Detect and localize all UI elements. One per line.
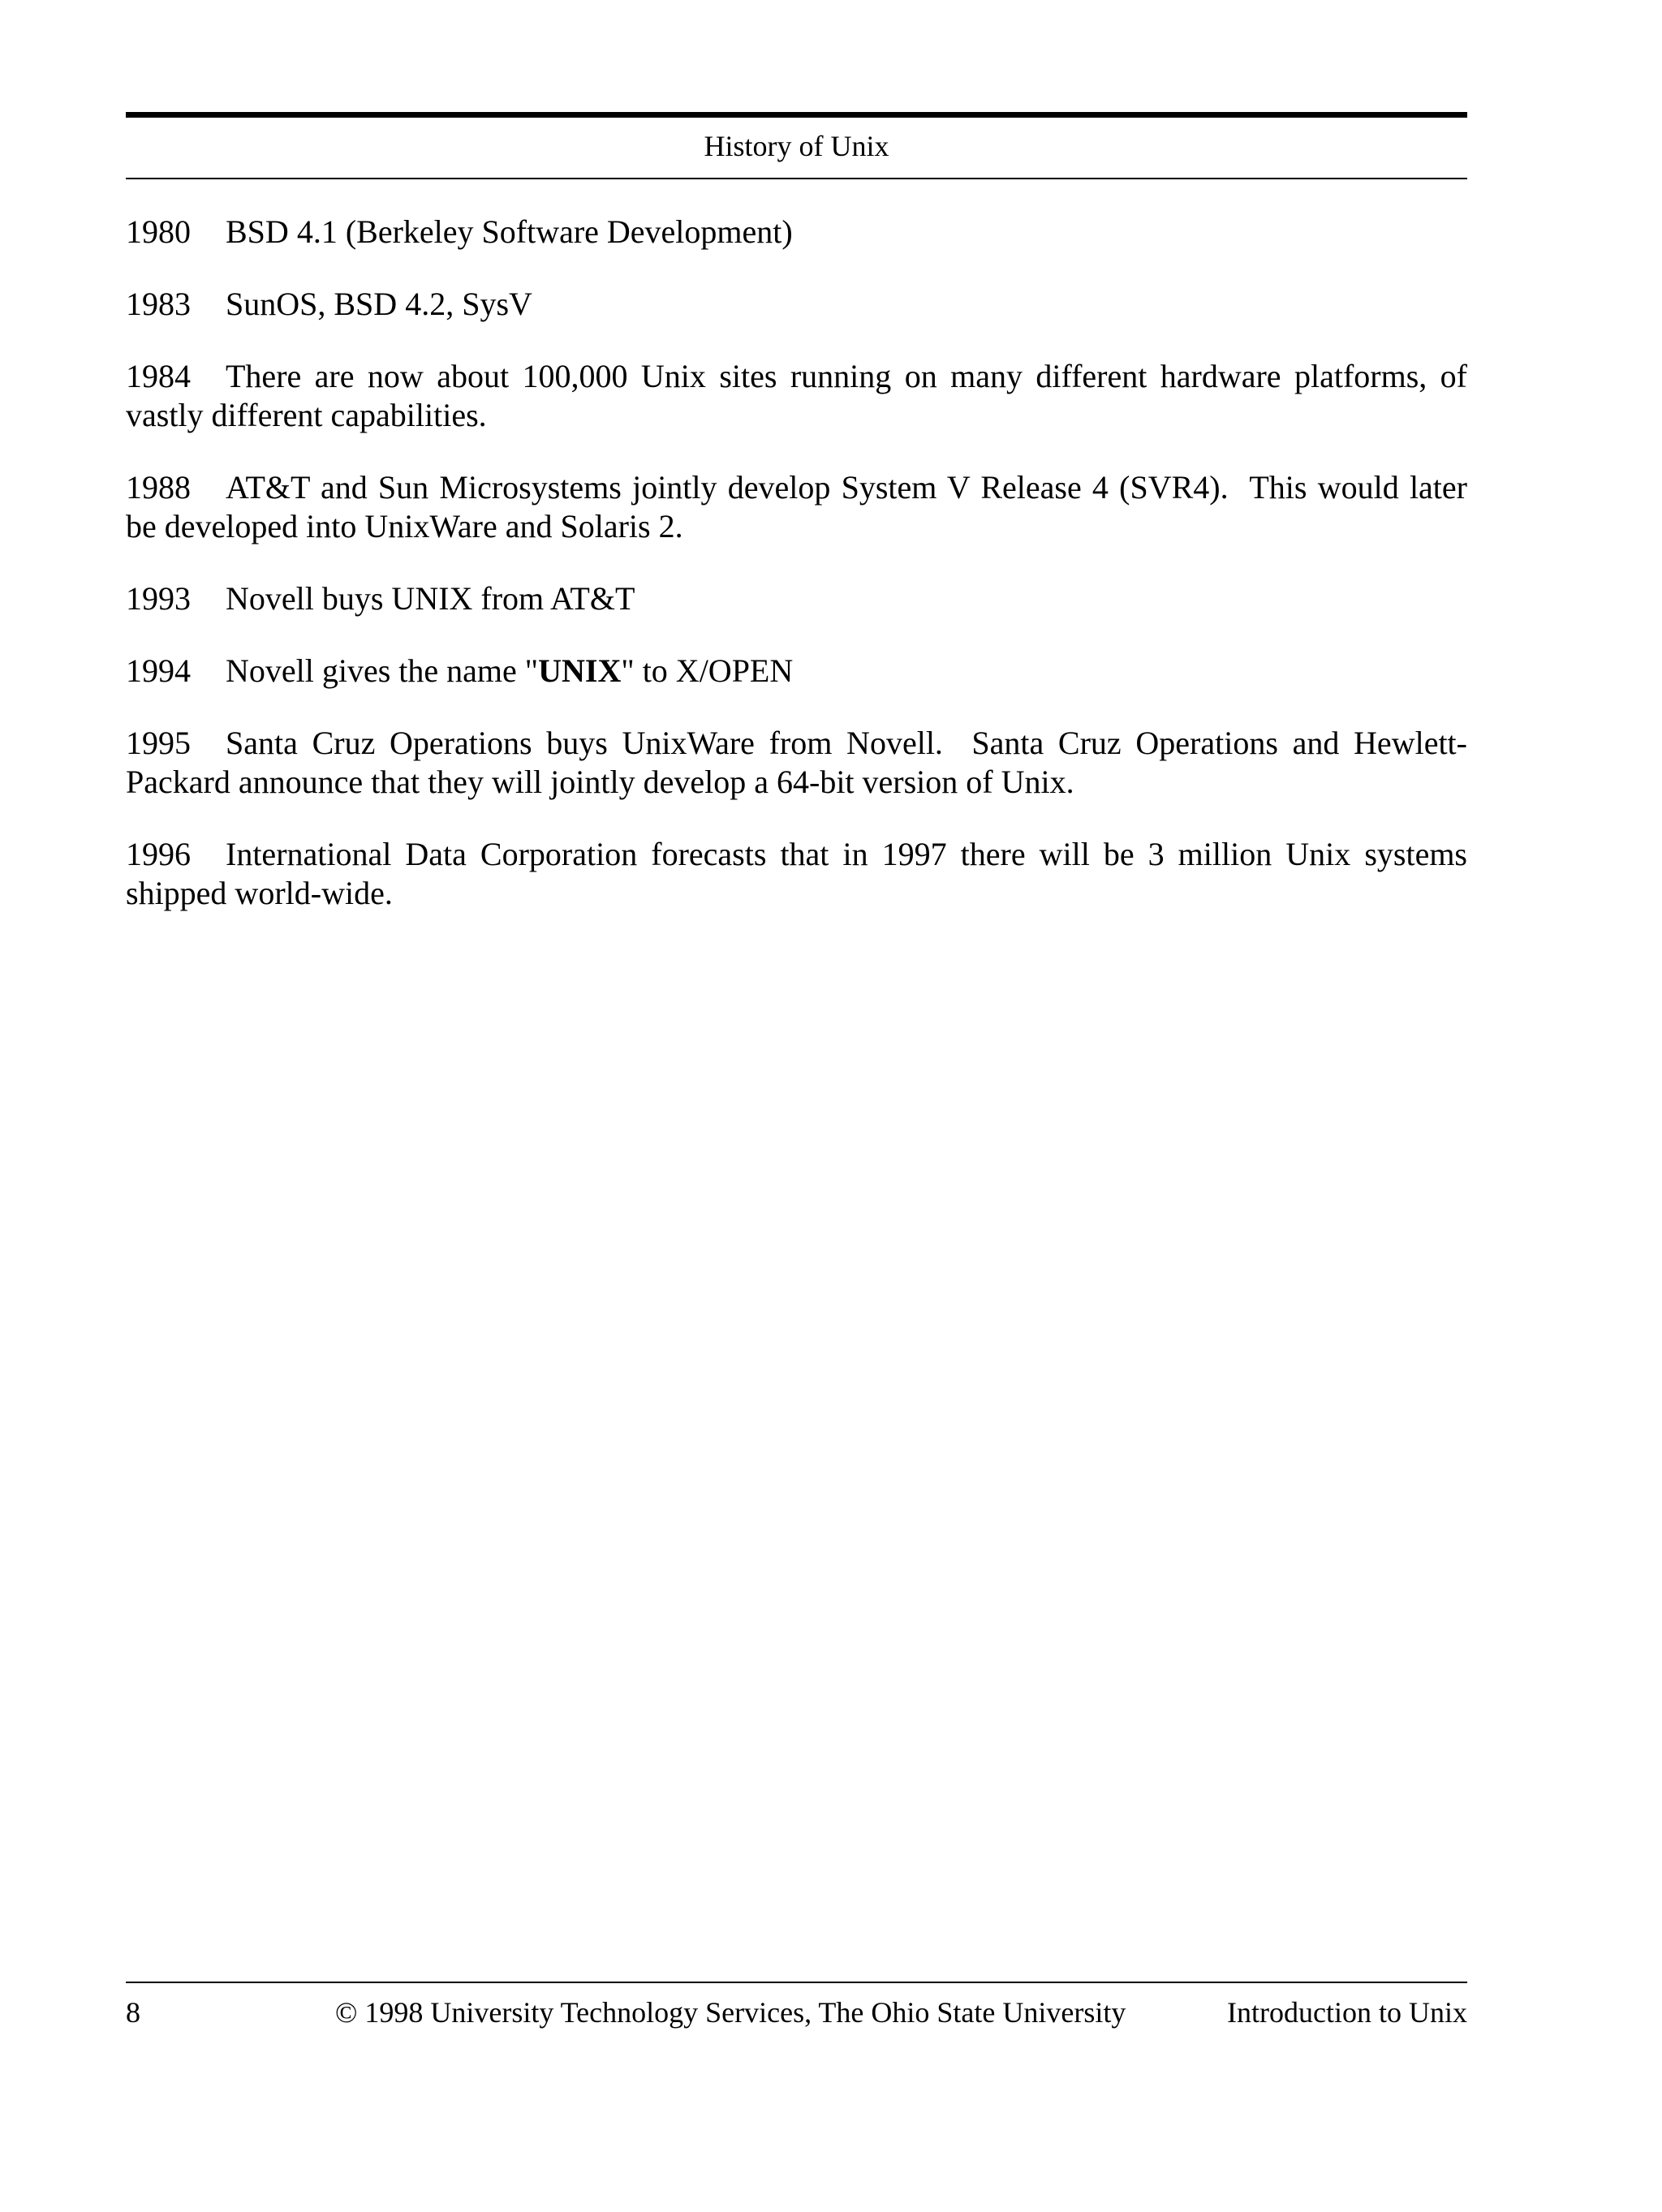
- entry-text: AT&T and Sun Microsystems jointly develop System V Release 4 (SVR4). This would later be developed into UnixWare and Solaris 2.: [126, 469, 1475, 544]
- header-rule-thin: [126, 178, 1467, 179]
- entry-text: International Data Corporation forecasts that in 1997 there will be 3 million Unix systems shipped world-wide.: [126, 836, 1467, 911]
- entry-year: 1983: [126, 286, 191, 322]
- entry-text-before: Novell gives the name ": [226, 652, 539, 689]
- entry-text-after: " to X/OPEN: [621, 652, 794, 689]
- entry-year: 1996: [126, 836, 191, 872]
- timeline-entry-1984: [126, 357, 1467, 435]
- timeline-entry-1996: [126, 835, 1467, 913]
- entry-text: BSD 4.1 (Berkeley Software Development): [226, 213, 793, 250]
- copyright-notice: © 1998 University Technology Services, The Ohio State University: [335, 1996, 1126, 2029]
- page-number: 8: [126, 1996, 140, 2029]
- header-rule-thick: [126, 112, 1467, 118]
- timeline-entry-1983: [126, 285, 1467, 324]
- entry-text: SunOS, BSD 4.2, SysV: [226, 286, 532, 322]
- timeline-entry-1980: [126, 213, 1467, 252]
- entry-text: Santa Cruz Operations buys UnixWare from Novell. Santa Cruz Operations and Hewlett-Packard announce that they will jointly develop a 64-bit version of Unix.: [126, 725, 1467, 800]
- entry-year: 1995: [126, 725, 191, 761]
- timeline-entry-1994: [126, 652, 1467, 691]
- entry-year: 1984: [126, 358, 191, 394]
- entry-text: There are now about 100,000 Unix sites running on many different hardware platforms, of vastly different capabilities.: [126, 358, 1467, 433]
- entry-year: 1993: [126, 580, 191, 617]
- document-title: Introduction to Unix: [1227, 1996, 1467, 2029]
- timeline-content: [126, 213, 1475, 946]
- footer-rule: [126, 1982, 1467, 1983]
- timeline-entry-1993: [126, 579, 1467, 618]
- entry-year: 1988: [126, 469, 191, 506]
- timeline-entry-1995: [126, 724, 1467, 802]
- timeline-entry-1988: [126, 468, 1475, 546]
- entry-year: 1994: [126, 652, 191, 689]
- entry-text-bold: UNIX: [538, 652, 622, 689]
- running-header: History of Unix: [704, 130, 889, 162]
- entry-text: Novell buys UNIX from AT&T: [226, 580, 635, 617]
- entry-year: 1980: [126, 213, 191, 250]
